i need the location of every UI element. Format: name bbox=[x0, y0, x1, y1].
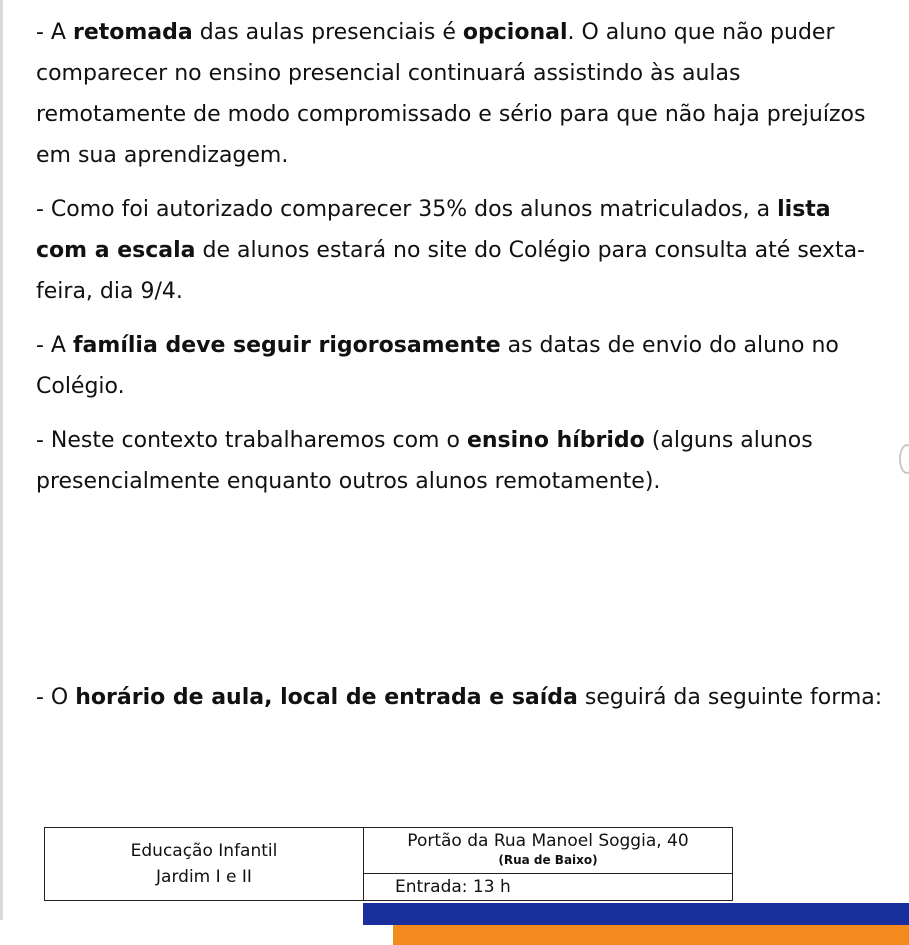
paragraph-hibrido bbox=[36, 420, 886, 502]
scroll-edge-marker bbox=[899, 444, 909, 474]
text-run: . O aluno que não puder comparecer no ensino presencial continuará assistindo às aulas remotamente de modo compromissado e sério para que não haja prejuízos em sua aprendizagem. bbox=[36, 20, 866, 168]
paragraph-retomada bbox=[36, 12, 886, 176]
left-margin-rule bbox=[0, 0, 3, 920]
emphasis-familia: família deve seguir rigorosamente bbox=[72, 333, 501, 358]
emphasis-retomada: retomada bbox=[72, 20, 193, 45]
text-run: - Como foi autorizado comparecer 35% dos alunos matriculados, a bbox=[36, 197, 778, 222]
paragraph-escala bbox=[36, 189, 886, 312]
paragraph-horario bbox=[36, 677, 886, 718]
text-run: - A bbox=[36, 20, 73, 45]
footer-orange-bar bbox=[393, 925, 909, 945]
gate-address: Portão da Rua Manoel Soggia, 40 bbox=[407, 831, 689, 851]
text-run: - O bbox=[36, 685, 76, 710]
emphasis-opcional: opcional bbox=[462, 20, 568, 45]
text-run: das aulas presenciais é bbox=[192, 20, 463, 45]
segment-grades: Jardim I e II bbox=[156, 867, 252, 887]
emphasis-lista: lista com a escala bbox=[36, 197, 831, 263]
text-run: de alunos estará no site do Colégio para consulta até sexta-feira, dia 9/4. bbox=[36, 238, 865, 304]
text-run: seguirá da seguinte forma: bbox=[577, 685, 883, 710]
emphasis-horario: horário de aula, local de entrada e saída bbox=[75, 685, 578, 710]
segment-cell bbox=[45, 828, 364, 900]
text-run: (alguns alunos presencialmente enquanto outros alunos remotamente). bbox=[36, 428, 813, 494]
text-run: as datas de envio do aluno no Colégio. bbox=[36, 333, 839, 399]
emphasis-hibrido: ensino híbrido bbox=[466, 428, 645, 453]
entry-cell bbox=[364, 874, 732, 900]
gate-note: (Rua de Baixo) bbox=[498, 853, 598, 867]
text-run: - A bbox=[36, 333, 73, 358]
segment-name: Educação Infantil bbox=[130, 841, 278, 861]
text-run: - Neste contexto trabalharemos com o bbox=[36, 428, 467, 453]
footer-blue-bar bbox=[363, 903, 909, 925]
paragraph-familia bbox=[36, 325, 886, 407]
schedule-table bbox=[44, 827, 733, 901]
gate-cell bbox=[364, 828, 732, 874]
entry-time: Entrada: 13 h bbox=[395, 877, 511, 897]
